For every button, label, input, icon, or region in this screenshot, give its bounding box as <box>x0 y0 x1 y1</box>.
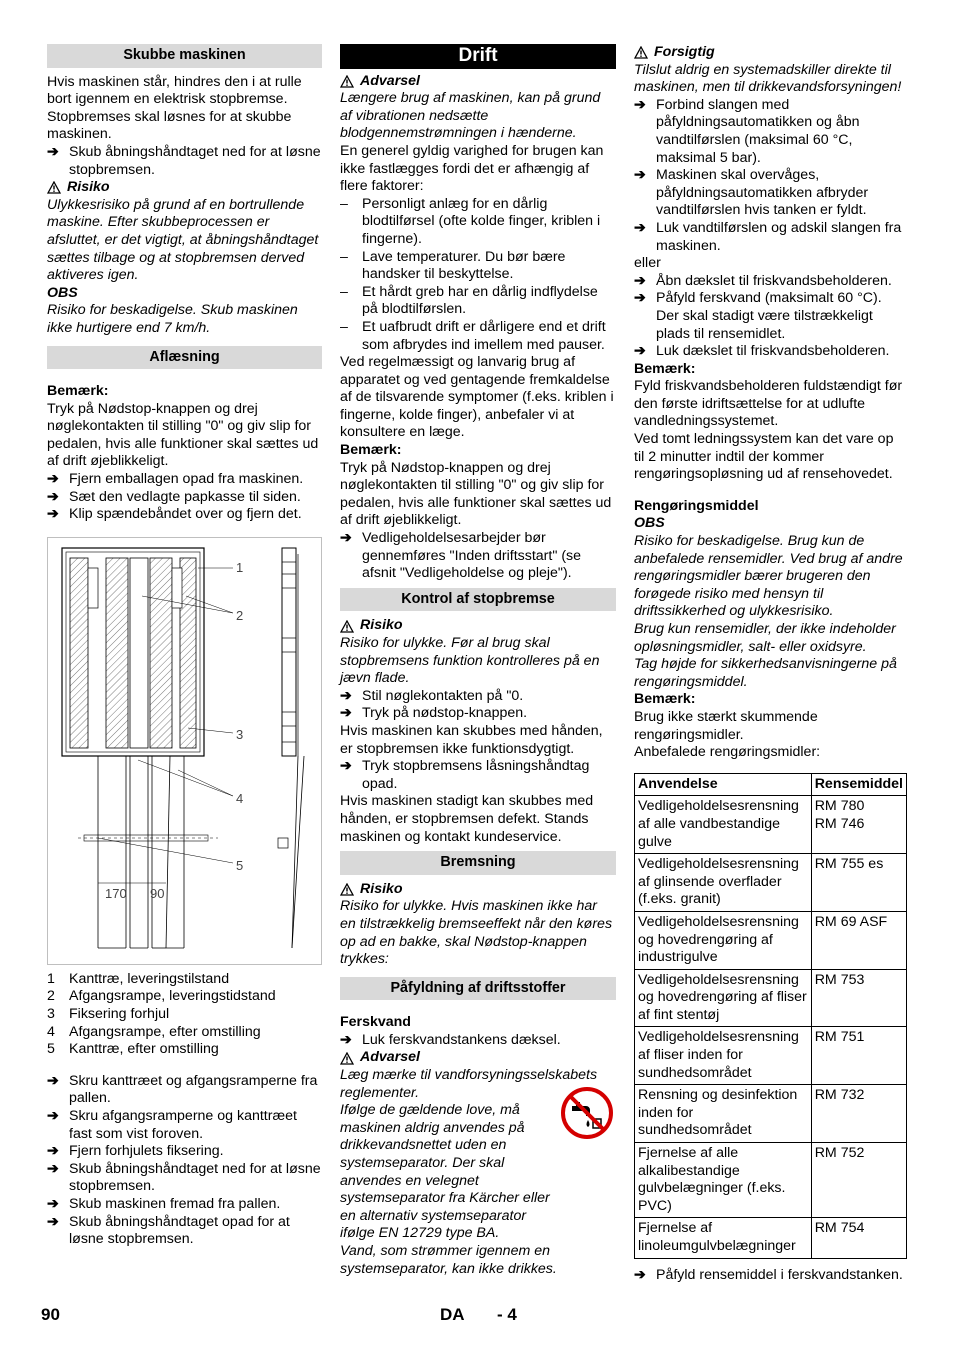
legend-item: 5 Kanttræ, efter omstilling <box>47 1041 219 1058</box>
paragraph: Hvis maskinen kan skubbes med hånden, er stopbremsen ikke funktionsdygtigt. <box>340 722 603 757</box>
column-right <box>634 44 907 1284</box>
column-left <box>47 44 322 1249</box>
arrow-icon: ➔ <box>47 488 59 505</box>
note-text: Brug ikke stærkt skummende rengøringsmidler. <box>634 708 818 743</box>
chapter-heading-drift: Drift <box>340 44 616 69</box>
warning-heading: Advarsel <box>340 73 616 91</box>
paragraph: En generel gyldig varighed for brugen kan ikke fastlægges fordi det er afhængig af flere faktorer: <box>340 142 604 195</box>
unloading-diagram <box>47 537 322 965</box>
warning-text: Læg mærke til vandforsyningsselskabets reglementer. <box>340 1067 598 1101</box>
arrow-icon: ➔ <box>47 506 59 523</box>
instruction-step: ➔ Fjern emballagen opad fra maskinen. <box>47 471 304 488</box>
instruction-step: ➔ Luk vandtilførslen og adskil slangen fra maskinen. <box>634 219 902 254</box>
arrow-icon: ➔ <box>340 705 352 722</box>
arrow-icon: ➔ <box>340 530 352 547</box>
warning-text: Ifølge de gældende love, må maskinen aldrig anvendes på drikkevandsnettet uden en systemseparator. Der skal anvendes en velegnet systemseparator fra Kärcher eller en alternativ systemseparator ifølge EN 12729 type BA. <box>340 1102 550 1242</box>
legend-item: 2 Afgangsrampe, leveringstidstand <box>47 988 276 1005</box>
warning-text: Længere brug af maskinen, kan på grund af vibrationen nedsætte blodgennemstrømningen i hænderne. <box>340 90 601 142</box>
warning-triangle-icon <box>340 883 354 896</box>
instruction-step: ➔ Sæt den vedlagte papkasse til siden. <box>47 488 301 505</box>
arrow-icon: ➔ <box>634 290 646 307</box>
warning-heading: Advarsel <box>340 1049 616 1067</box>
instruction-step: ➔ Åbn dækslet til friskvandsbeholderen. <box>634 272 892 289</box>
figure-label-1: 1 <box>236 559 244 575</box>
subheading-ferskvand: Ferskvand <box>340 1014 411 1031</box>
instruction-step: ➔ Skub maskinen fremad fra pallen. <box>47 1195 281 1212</box>
arrow-icon: ➔ <box>47 143 59 160</box>
warning-text: Vand, som strømmer igennem en systemseparator, kan ikke drikkes. <box>340 1243 557 1277</box>
instruction-step: ➔ Skub åbningshåndtaget ned for at løsne stopbremsen. <box>47 143 321 178</box>
obs-text: Risiko for beskadigelse. Skub maskinen ikke hurtigere end 7 km/h. <box>47 302 298 336</box>
column-middle <box>340 44 616 1278</box>
instruction-step: ➔ Skub åbningshåndtaget opad for at løsne stopbremsen. <box>47 1213 290 1248</box>
note-text: Fyld friskvandsbeholderen fuldstændigt før den første idriftsættelse for at udlufte vandledningssystemet. <box>634 378 903 430</box>
table-row: Rensning og desinfektion inden for sundhedsområdet RM 732 <box>635 1085 907 1143</box>
arrow-icon: ➔ <box>47 1072 59 1089</box>
instruction-step: ➔ Påfyld ferskvand (maksimalt 60 °C). Der skal stadigt være tilstrækkeligt plads til rensemidlet. <box>634 290 882 342</box>
note-heading: Bemærk: <box>634 360 696 377</box>
warning-text: Risiko for ulykke. Hvis maskinen ikke har en tilstrækkelig bremseeffekt når den køres op ad en bakke, skal Nødstop-knappen trykkes: <box>340 898 613 968</box>
arrow-icon: ➔ <box>634 272 646 289</box>
legend-item: 4 Afgangsrampe, efter omstilling <box>47 1023 261 1040</box>
instruction-step: ➔ Fjern forhjulets fiksering. <box>47 1143 224 1160</box>
subheading-rengoringsmiddel: Rengøringsmiddel <box>634 497 759 514</box>
arrow-icon: ➔ <box>47 1143 59 1160</box>
dash-item: – Lave temperaturer. Du bør bære handsker til beskyttelse. <box>340 248 566 283</box>
paragraph: Ved regelmæssigt og lanvarig brug af apparatet og ved gentagende fremkaldelse af de tilsvarende symptomer (f.eks. kriblen i fingerne, kolde finger), anbefaler vi at konsultere en læge. <box>340 354 614 441</box>
figure-label-5: 5 <box>236 857 244 873</box>
table-row: Vedligeholdelsesrensning og hovedrengøring af fliser af fint stentøj RM 753 <box>635 969 907 1027</box>
obs-text: Tag højde for sikkerhedsanvisningerne på rengøringsmiddel. <box>634 656 897 690</box>
instruction-step: ➔ Skub åbningshåndtaget ned for at løsne stopbremsen. <box>47 1160 321 1195</box>
note-text: Anbefalede rengøringsmidler: <box>634 744 821 761</box>
table-row: Vedligeholdelsesrensning og hovedrengøring af industrigulve RM 69 ASF <box>635 911 907 969</box>
table-row: Vedligeholdelsesrensning af alle vandbestandige gulve RM 780 RM 746 <box>635 796 907 854</box>
warning-heading: Risiko <box>340 881 616 899</box>
instruction-step: ➔ Klip spændebåndet over og fjern det. <box>47 506 302 523</box>
arrow-icon: ➔ <box>634 343 646 360</box>
arrow-icon: ➔ <box>340 758 352 775</box>
note-text: Tryk på Nødstop-knappen og drej nøglekontakten til stilling "0" og giv slip for pedalen, hvis alle funktioner skal sættes ud af drift øjeblikkeligt. <box>340 459 612 529</box>
instruction-step: ➔ Maskinen skal overvåges, påfyldningsautomatikken afbryder vandtilførslen hvis tanken er fyldt. <box>634 167 869 219</box>
obs-text: Brug kun rensemidler, der ikke indeholder opløsningsmidler, salt- eller oxidsyre. <box>634 621 896 655</box>
instruction-step: ➔ Stil nøglekontakten på "0. <box>340 687 524 704</box>
instruction-step: ➔ Skru afgangsramperne og kanttræet fast som vist foroven. <box>47 1108 297 1142</box>
arrow-icon: ➔ <box>47 1160 59 1177</box>
table-header-anvendelse: Anvendelse <box>635 773 812 796</box>
no-drinking-water-icon <box>560 1086 614 1140</box>
warning-triangle-icon <box>340 75 354 88</box>
dash-item: – Et hårdt greb har en dårlig indflydelse på blodtilførslen. <box>340 283 598 318</box>
figure-label-2: 2 <box>236 607 244 623</box>
section-heading-aflaesning: Aflæsning <box>47 346 322 370</box>
obs-heading: OBS <box>47 284 78 301</box>
instruction-step: ➔ Luk dækslet til friskvandsbeholderen. <box>634 343 890 360</box>
instruction-step: ➔ Påfyld rensemiddel i ferskvandstanken. <box>634 1266 903 1283</box>
section-heading-kontrol: Kontrol af stopbremse <box>340 588 616 612</box>
arrow-icon: ➔ <box>634 1266 646 1283</box>
table-row: Fjernelse af linoleumgulvbelægninger RM 754 <box>635 1218 907 1258</box>
note-heading: Bemærk: <box>634 691 696 708</box>
paragraph-eller: eller <box>634 255 661 272</box>
arrow-icon: ➔ <box>340 687 352 704</box>
figure-label-4: 4 <box>236 790 244 806</box>
instruction-step: ➔ Vedligeholdelsesarbejder bør gennemføres "Inden driftsstart" (se afsnit "Vedligeholdelse og pleje"). <box>340 530 582 582</box>
legend-item: 1 Kanttræ, leveringstilstand <box>47 970 230 987</box>
arrow-icon: ➔ <box>340 1031 352 1048</box>
arrow-icon: ➔ <box>47 471 59 488</box>
instruction-step: ➔ Tryk på nødstop-knappen. <box>340 705 528 722</box>
warning-triangle-icon <box>634 46 648 59</box>
arrow-icon: ➔ <box>47 1108 59 1124</box>
figure-dim-90: 90 <box>150 885 165 901</box>
obs-heading: OBS <box>634 515 665 532</box>
arrow-icon: ➔ <box>47 1195 59 1212</box>
instruction-step: ➔ Forbind slangen med påfyldningsautomatikken og åbn vandtilførslen (maksimal 60 °C, maksimal 5 bar). <box>634 96 860 166</box>
legend-item: 3 Fiksering forhjul <box>47 1006 170 1023</box>
warning-text: Risiko for ulykke. Før al brug skal stopbremsens funktion kontrolleres på en jævn flade. <box>340 635 600 687</box>
cleaning-agents-table <box>634 773 907 1259</box>
instruction-step: ➔ Skru kanttræet og afgangsramperne fra pallen. <box>47 1072 318 1107</box>
figure-dim-170: 170 <box>105 885 127 901</box>
table-row: Vedligeholdelsesrensning af fliser inden for sundhedsområdet RM 751 <box>635 1027 907 1085</box>
dash-item: – Et uafbrudt drift er dårligere end et drift som afbrydes ind imellem med pauser. <box>340 318 606 353</box>
warning-triangle-icon <box>47 181 61 194</box>
note-heading: Bemærk: <box>340 442 402 459</box>
section-heading-paafyldning: Påfyldning af driftsstoffer <box>340 977 616 1001</box>
figure-label-3: 3 <box>236 726 244 742</box>
warning-text: Ulykkesrisiko på grund af en bortrullende maskine. Efter skubbeprocessen er afsluttet, er det vigtigt, at åbningshåndtaget sættes tilbage og at stopbremsen derved aktiveres igen. <box>47 196 319 284</box>
warning-heading: Risiko <box>340 617 616 635</box>
warning-triangle-icon <box>340 1052 354 1065</box>
caution-text: Tilslut aldrig en systemadskiller direkte til maskinen, men til drikkevandsforsyningen! <box>634 61 902 96</box>
arrow-icon: ➔ <box>47 1213 59 1230</box>
note-heading: Bemærk: <box>47 383 109 400</box>
caution-heading: Forsigtig <box>634 44 907 62</box>
table-row: Vedligeholdelsesrensning af glinsende overflader (f.eks. granit) RM 755 es <box>635 854 907 912</box>
note-text: Tryk på Nødstop-knappen og drej nøglekontakten til stilling "0" og giv slip for pedalen, hvis alle funktioner skal sættes ud af drift øjeblikkeligt. <box>47 400 319 470</box>
language-code: DA <box>440 1305 465 1324</box>
warning-triangle-icon <box>340 620 354 633</box>
dash-item: – Personligt anlæg for en dårlig blodtilførsel (ofte kolde finger, kriblen i fingerne). <box>340 195 601 247</box>
arrow-icon: ➔ <box>634 96 646 113</box>
paragraph: Hvis maskinen stadigt kan skubbes med hånden, er stopbremsen defekt. Stands maskinen og kontakt kundeservice. <box>340 793 594 845</box>
page-number: 90 <box>41 1305 60 1324</box>
arrow-icon: ➔ <box>634 219 646 236</box>
table-row: Fjernelse af alle alkalibestandige gulvbelægninger (f.eks. PVC) RM 752 <box>635 1143 907 1218</box>
sub-page-number: - 4 <box>497 1305 517 1324</box>
table-header-row <box>635 773 907 796</box>
warning-heading: Risiko <box>47 179 322 197</box>
arrow-icon: ➔ <box>634 167 646 184</box>
instruction-step: ➔ Tryk stopbremsens låsningshåndtag opad. <box>340 758 590 792</box>
table-header-rensemiddel: Rensemiddel <box>811 773 906 796</box>
section-heading-skubbe: Skubbe maskinen <box>47 44 322 68</box>
note-text: Ved tomt ledningssystem kan det vare op til 2 minutter indtil der kommer rengøringsopløsning ud af rensehovedet. <box>634 431 894 483</box>
obs-text: Risiko for beskadigelse. Brug kun de anbefalede rensemidler. Ved brug af andre rengøringsmidler bærer brugeren den forøgede risiko med hensyn til driftssikkerhed og ulykkesrisiko. <box>634 533 903 620</box>
section-heading-bremsning: Bremsning <box>340 851 616 875</box>
paragraph: Hvis maskinen står, hindres den i at rulle bort igennem en elektrisk stopbremse. Stopbremses skal løsnes for at skubbe maskinen. <box>47 73 302 143</box>
instruction-step: ➔ Luk ferskvandstankens dæksel. <box>340 1031 561 1048</box>
